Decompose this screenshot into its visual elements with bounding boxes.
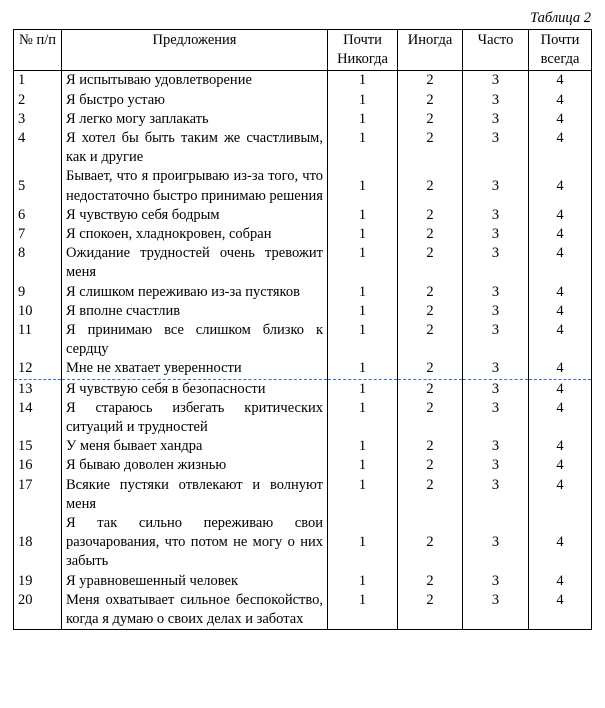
row-statement: Я быстро устаю [62,91,328,110]
value-almost-always: 4 [529,514,592,572]
value-almost-never: 1 [328,359,398,379]
value-almost-never: 1 [328,437,398,456]
table-row [14,302,592,321]
value-almost-never: 1 [328,476,398,514]
table-row [14,379,592,399]
value-almost-never: 1 [328,283,398,302]
value-sometimes: 2 [398,71,463,91]
row-statement: Я вполне счастлив [62,302,328,321]
value-often: 3 [463,437,529,456]
value-often: 3 [463,129,529,167]
value-almost-always: 4 [529,206,592,225]
row-number: 14 [14,399,62,437]
value-almost-never: 1 [328,572,398,591]
value-almost-always: 4 [529,379,592,399]
row-statement: Мне не хватает уверенности [62,359,328,379]
value-almost-never: 1 [328,71,398,91]
value-sometimes: 2 [398,244,463,282]
row-number: 13 [14,379,62,399]
value-almost-always: 4 [529,359,592,379]
value-almost-never: 1 [328,399,398,437]
table-row [14,71,592,91]
table-row [14,399,592,437]
table-row [14,225,592,244]
value-sometimes: 2 [398,110,463,129]
value-almost-never: 1 [328,167,398,205]
value-almost-always: 4 [529,437,592,456]
value-often: 3 [463,71,529,91]
value-often: 3 [463,591,529,630]
value-often: 3 [463,91,529,110]
value-sometimes: 2 [398,359,463,379]
value-often: 3 [463,206,529,225]
row-number: 8 [14,244,62,282]
value-often: 3 [463,244,529,282]
value-almost-always: 4 [529,91,592,110]
value-sometimes: 2 [398,572,463,591]
row-number: 9 [14,283,62,302]
value-almost-never: 1 [328,379,398,399]
table-row [14,129,592,167]
table-row [14,476,592,514]
row-number: 4 [14,129,62,167]
value-often: 3 [463,399,529,437]
row-statement: Ожидание трудностей очень тревожит меня [62,244,328,282]
row-number: 6 [14,206,62,225]
table-row [14,437,592,456]
value-almost-always: 4 [529,476,592,514]
row-statement: Я слишком переживаю из-за пустяков [62,283,328,302]
value-often: 3 [463,225,529,244]
table-row [14,591,592,630]
value-almost-always: 4 [529,167,592,205]
value-almost-always: 4 [529,225,592,244]
table-row [14,321,592,359]
table-row [14,514,592,572]
row-number: 11 [14,321,62,359]
value-often: 3 [463,283,529,302]
value-often: 3 [463,514,529,572]
value-sometimes: 2 [398,437,463,456]
value-often: 3 [463,302,529,321]
value-often: 3 [463,359,529,379]
row-number: 17 [14,476,62,514]
value-almost-never: 1 [328,91,398,110]
value-sometimes: 2 [398,456,463,475]
row-number: 15 [14,437,62,456]
table-row [14,91,592,110]
row-statement: Я спокоен, хладнокровен, собран [62,225,328,244]
value-often: 3 [463,476,529,514]
header-num: № п/п [14,30,62,71]
value-almost-always: 4 [529,321,592,359]
value-almost-always: 4 [529,71,592,91]
row-number: 16 [14,456,62,475]
value-almost-never: 1 [328,302,398,321]
value-almost-always: 4 [529,572,592,591]
table-caption: Таблица 2 [530,10,591,26]
value-almost-always: 4 [529,283,592,302]
value-sometimes: 2 [398,379,463,399]
row-number: 2 [14,91,62,110]
row-statement: Я так сильно переживаю свои разочарования, что потом не могу о них забыть [62,514,328,572]
row-number: 12 [14,359,62,379]
table-row [14,244,592,282]
row-number: 5 [14,167,62,205]
value-almost-always: 4 [529,129,592,167]
value-almost-always: 4 [529,244,592,282]
value-almost-never: 1 [328,129,398,167]
row-statement: Меня охватывает сильное беспокойство, когда я думаю о своих делах и заботах [62,591,328,630]
questionnaire-table [13,29,592,630]
value-almost-always: 4 [529,399,592,437]
row-number: 10 [14,302,62,321]
table-row [14,456,592,475]
value-sometimes: 2 [398,514,463,572]
value-sometimes: 2 [398,399,463,437]
table-row [14,283,592,302]
value-often: 3 [463,456,529,475]
header-statement: Предложения [62,30,328,71]
value-almost-never: 1 [328,456,398,475]
row-statement: Я стараюсь избегать критических ситуаций и трудностей [62,399,328,437]
value-often: 3 [463,572,529,591]
row-number: 18 [14,514,62,572]
value-sometimes: 2 [398,302,463,321]
value-almost-never: 1 [328,225,398,244]
value-almost-always: 4 [529,591,592,630]
value-sometimes: 2 [398,91,463,110]
header-option-almost-never: Почти Никогда [328,30,398,71]
row-statement: Я уравновешенный человек [62,572,328,591]
table-row [14,167,592,205]
value-almost-never: 1 [328,514,398,572]
value-often: 3 [463,167,529,205]
row-statement: Я принимаю все слишком близко к сердцу [62,321,328,359]
row-statement: Я бываю доволен жизнью [62,456,328,475]
row-number: 19 [14,572,62,591]
value-often: 3 [463,110,529,129]
table-row [14,110,592,129]
value-sometimes: 2 [398,591,463,630]
row-statement: Всякие пустяки отвлекают и волнуют меня [62,476,328,514]
value-almost-always: 4 [529,110,592,129]
value-sometimes: 2 [398,167,463,205]
value-almost-never: 1 [328,591,398,630]
row-number: 3 [14,110,62,129]
table-row [14,572,592,591]
row-statement: Бывает, что я проигрываю из-за того, что недостаточно быстро принимаю решения [62,167,328,205]
header-option-almost-always: Почти всегда [529,30,592,71]
row-statement: Я испытываю удовлетворение [62,71,328,91]
row-number: 1 [14,71,62,91]
value-almost-never: 1 [328,244,398,282]
value-almost-never: 1 [328,206,398,225]
value-often: 3 [463,379,529,399]
row-number: 20 [14,591,62,630]
header-option-sometimes: Иногда [398,30,463,71]
table-header-row [14,30,592,71]
value-almost-never: 1 [328,321,398,359]
header-option-often: Часто [463,30,529,71]
value-sometimes: 2 [398,283,463,302]
value-almost-always: 4 [529,302,592,321]
value-almost-always: 4 [529,456,592,475]
value-almost-never: 1 [328,110,398,129]
table-row [14,206,592,225]
row-statement: Я хотел бы быть таким же счастливым, как и другие [62,129,328,167]
row-statement: Я легко могу заплакать [62,110,328,129]
value-sometimes: 2 [398,206,463,225]
value-often: 3 [463,321,529,359]
table-row [14,359,592,379]
row-statement: У меня бывает хандра [62,437,328,456]
row-number: 7 [14,225,62,244]
value-sometimes: 2 [398,321,463,359]
row-statement: Я чувствую себя бодрым [62,206,328,225]
row-statement: Я чувствую себя в безопасности [62,379,328,399]
value-sometimes: 2 [398,476,463,514]
value-sometimes: 2 [398,225,463,244]
value-sometimes: 2 [398,129,463,167]
